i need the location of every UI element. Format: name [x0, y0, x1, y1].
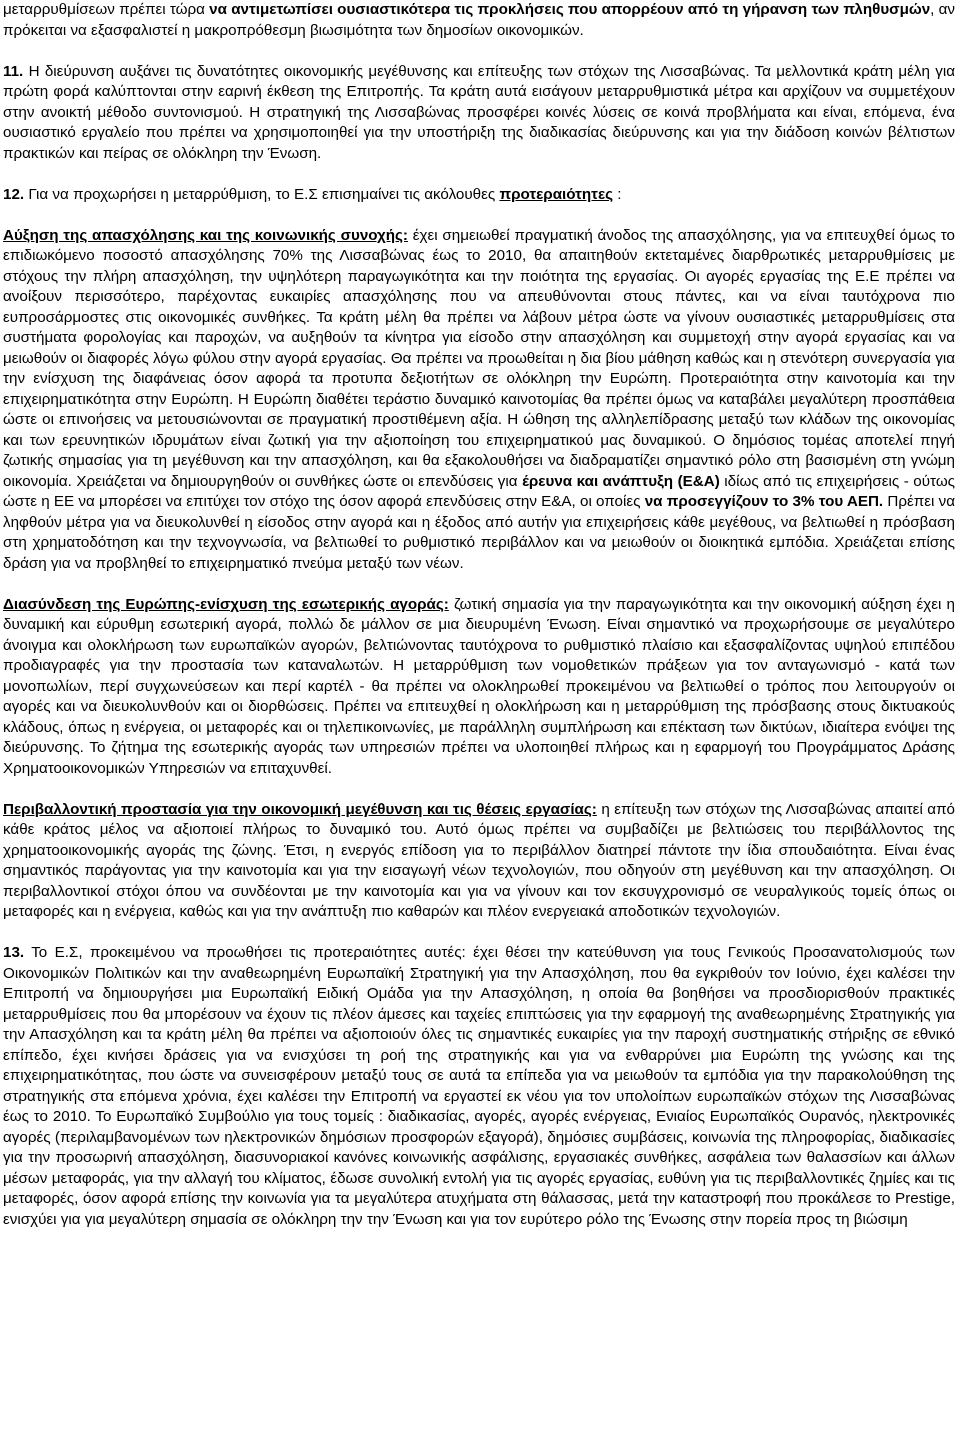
employment-text-1: έχει σημειωθεί πραγματική άνοδος της απασχόλησης, για να επιτευχθεί όμως το επιδιωκόμενο ποσοστό απασχόλησης 70% της Λισσαβώνας έως το 2010, θα απαιτηθούν εκτεταμένες διαρθρωτικές μεταρρυθμίσεις με στόχους την πλήρη απασχόληση, την υψηλότερη παραγωγικότητα και την ποιότητα της εργασίας. Οι αγορές εργασίας της Ε.Ε πρέπει να ανοίξουν περισσότερο, παρέχοντας ευκαιρίες απασχόλησης που να απευθύνονται στους πάντες, και να είναι ταυτόχρονα πιο ευπροσάρμοστες στις οικονομικές συνθήκες. Τα κράτη μέλη θα πρέπει να λάβουν μέτρα ώστε να γίνουν ουσιαστικές μεταρρυθμίσεις στα συστήματα φορολογίας και παροχών, να αυξηθούν τα κίνητρα για είσοδο στην απασχόληση και συμμετοχή στην αγορά εργασίας και να μειωθούν οι διαφορές λόγω φύλου στην αγορά εργασίας. Θα πρέπει να προωθείται η δια βίου μάθηση καθώς και η στενότερη συνεργασία για την ενίσχυση της διαφάνειας όσον αφορά τα προτυπα δεξιοτήτων σε ολόκληρη την Ευρώπη. Προτεραιότητα στην καινοτομία και την επιχειρηματικότητα στην Ευρώπη. Η Ευρώπη διαθέτει τεράστιο δυναμικό καινοτομίας θα πρέπει όμως να καταβάλει μεγαλύτερη προσπάθεια ώστε οι επινοήσεις να μετουσιώνονται σε πραγματική προστιθέμενη αξία. Η ώθηση της αλληλεπίδρασης μεταξύ των κλάδων της οικονομίας και των ερευνητικών ιδρυμάτων είναι ζωτική για την αξιοποίηση του επιχειρηματικού μας δυναμικού. Ο δημόσιος τομέας αποτελεί πηγή ζωτικής σημασίας για τη μεγέθυνση και την απασχόληση, και θα εξακολουθήσει να διαδραματίζει σημαντικό ρόλο στη βασισμένη στη γνώμη οικονομία. Χρειάζεται να δημιουργηθούν οι συνθήκες ώστε οι επενδύσεις για: [3, 226, 955, 490]
paragraph-13-number: 13.: [3, 944, 25, 961]
paragraph-13: [3, 943, 955, 1230]
interconnection-text: ζωτική σημασία για την παραγωγικότητα και την οικονομική αύξηση έχει η δυναμική και εύρυθμη εσωτερική αγορά, πολλώ δε μάλλον σε μια διευρυμένη Ένωση. Είναι σημαντικό να προχωρήσουμε σε μεγαλύτερο άνοιγμα και ολοκλήρωση των ευρωπαϊκών αγορών, βελτιώνοντας ταυτόχρονα το ρυθμιστικό πλαίσιο και εξασφαλίζοντας υψηλού επιπέδου προδιαγραφές για την προστασία των καταναλωτών. Η μεταρρύθμιση των νομοθετικών πράξεων για τον ανταγωνισμό - κατά των μονοπωλίων, περί συγχωνεύσεων και περί καρτέλ - θα πρέπει να ολοκληρωθεί προκειμένου να βελτιωθεί ο τρόπος που λειτουργούν οι αγορές και να διευκολυνθούν και οι διορθώσεις. Πρέπει να επιτευχθεί η ολοκλήρωση και η μεταρρύθμιση της πρόσβασης στους δικτυακούς κλάδους, όπως η ενέργεια, οι μεταφορές και οι τηλεπικοινωνίες, με παράλληλη συμπλήρωση και επέκταση των δικτύων, ιδιαίτερα ενόψει της διεύρυνσης. Το ζήτημα της εσωτερικής αγοράς των υπηρεσιών πρέπει να υλοποιηθεί πλήρως και η εφαρμογή του Προγράμματος Δράσης Χρηματοοικονομικών Υπηρεσιών να επιταχυνθεί.: [3, 595, 955, 777]
spacer: [3, 164, 955, 185]
intro-text-1: μεταρρυθμίσεων πρέπει τώρα: [3, 1, 210, 18]
intro-paragraph: [3, 0, 955, 41]
employment-bold-gdp: να προσεγγίζουν το 3% του ΑΕΠ.: [644, 493, 884, 510]
paragraph-12: [3, 185, 955, 206]
spacer: [3, 41, 955, 62]
intro-text-2: , αν πρόκειται να εξασφαλιστεί η μακροπρόθεσμη βιωσιμότητα των δημοσίων οικονομικών.: [3, 1, 955, 39]
interconnection-heading: Διασύνδεση της Ευρώπης-ενίσχυση της εσωτερικής αγοράς:: [3, 595, 449, 613]
intro-bold: να αντιμετωπίσει ουσιαστικότερα τις προκλήσεις που απορρέουν από τη γήρανση των πληθυσμών: [209, 1, 931, 18]
spacer: [3, 205, 955, 226]
spacer: [3, 779, 955, 800]
environment-paragraph: [3, 800, 955, 923]
priorities-colon: :: [613, 185, 622, 203]
environment-heading: Περιβαλλοντική προστασία για την οικονομική μεγέθυνση και τις θέσεις εργασίας:: [3, 800, 597, 818]
spacer: [3, 574, 955, 595]
employment-text-3: Πρέπει να ληφθούν μέτρα για να διευκολυνθεί η είσοδος στην αγορά και η έξοδος από αυτήν για επιχειρήσεις κάθε μεγέθους, να βελτιωθεί η πρόσβαση στη χρηματοδότηση και την τεχνογνωσία, να βελτιωθεί το ρυθμιστικό περιβάλλον και να μειωθούν οι διοικητικά εμπόδια. Χρειάζεται επίσης δράση για να προβληθεί το επιχειρηματικό πνεύμα μεταξύ των νέων.: [3, 493, 955, 572]
paragraph-12-text: Για να προχωρήσει η μεταρρύθμιση, το Ε.Σ επισημαίνει τις ακόλουθες: [24, 185, 500, 203]
paragraph-13-text: Το Ε.Σ, προκειμένου να προωθήσει τις προτεραιότητες αυτές: έχει θέσει την κατεύθυνση για τους Γενικούς Προσανατολισμούς των Οικονομικών Πολιτικών και την αναθεωρημένη Ευρωπαϊκή Στρατηγική για την Απασχόληση, που θα εγκριθούν τον Ιούνιο, έχει καλέσει την Επιτροπή να δημιουργήσει μια Ευρωπαϊκή Ειδική Ομάδα για την Απασχόληση, η οποία θα βοηθήσει να προσδιορισθούν πρακτικές μεταρρυθμίσεις που θα μπορέσουν να έχουν τις πλέον άμεσες και ταχείες επιπτώσεις για την εφαρμογή της αναθεωρημένης Στρατηγικής για την Απασχόληση και τα κράτη μέλη θα πρέπει να αξιοποιούν όλες τις σημαντικές ευκαιρίες για την παροχή συστηματικής στήριξης σε εθνικό επίπεδο, έχει κινήσει δράσεις για να ενισχύσει τη ροή της στρατηγικής και για να ενθαρρύνει μια Ευρώπη της γνώσης και της επιχειρηματικότητας, που ώστε να συνεισφέρουν μεταξύ τους σε αυτά τα επίπεδα για να μειωθούν τα εμπόδια για την παρακολούθηση της στρατηγικής στα επόμενα χρόνια, έχει καλέσει την Επιτροπή να εργαστεί εκ νέου για τον υπολοίπων ευρωπαϊκών στόχων της Λισσαβώνας έως το 2010. Το Ευρωπαϊκό Συμβούλιο για τους τομείς : διαδικασίας, αγορές, αγορές ενέργειας, Ενιαίος Ευρωπαϊκός Ουρανός, ηλεκτρονικές αγορές (περιλαμβανομένων των ηλεκτρονικών δημόσιων προσφορών εξαγορά), δημόσιες συμβάσεις, κοινωνία της πληροφορίας, διαδικασίες για την προσωρινή απασχόληση, διασυνοριακοί κανόνες κοινωνικής ασφάλισης, εργασιακές συνθήκες, ασφάλεια των θαλασσίων και άλλων μέσων μεταφοράς, για την αλλαγή του κλίματος, έδωσε συνολική εντολή για τις αγορές εργασίας, ευθύνη για τις περιβαλλοντικές ζημίες και τις μεταφορές, όσον αφορά επίσης την κοινωνία για τα μεγαλύτερα ατυχήματα στη θάλασσας, μετά την καταστροφή που προκάλεσε το Prestige, ενισχύει για για μεγαλύτερη σημασία σε ολόκληρη την την Ένωση και για τον ευρύτερο ρόλο της Ένωσης στην πορεία προς τη βιώσιμη: [3, 944, 955, 1228]
interconnection-paragraph: [3, 595, 955, 780]
employment-text-2: ιδίως από τις επιχειρήσεις - ούτως ώστε η ΕΕ να μπορέσει να επιτύχει τον στόχο της όσον αφορά επενδύσεις στην Ε&Α, οι οποίες: [3, 472, 955, 510]
environment-text: η επίτευξη των στόχων της Λισσαβώνας απαιτεί από κάθε κράτος μέλος να αξιοποιεί πλήρως το δυναμικό του. Αυτό όμως πρέπει να συμβαδίζει με βελτιώσεις του περιβάλλοντος της χρηματοοικονομικής αγοράς της ζώνης. Έτσι, η ενεργός επίδοση για το περιβάλλον διατηρεί πάντοτε την ίδια σπουδαιότητα. Είναι ένας σημαντικός παράγοντας για την καινοτομία και για την εισαγωγή νέων τεχνολογιών, που οδηγούν στη μεγέθυνση και την απασχόληση. Οι περιβαλλοντικοί στόχοι όπου να συνδέονται με την καινοτομία και για να γίνουν και τον εκσυγχρονισμό σε νευραλγικούς τομείς όπως οι μεταφορές και η ενέργεια, καθώς και για την ανάπτυξη πιο καθαρών και πλέον ενεργειακά αποδοτικών τεχνολογιών.: [3, 800, 955, 920]
priorities-label: προτεραιότητες: [499, 185, 614, 203]
employment-paragraph: [3, 226, 955, 575]
paragraph-12-number: 12.: [3, 185, 25, 203]
paragraph-11: [3, 62, 955, 165]
paragraph-11-number: 11.: [3, 62, 24, 80]
employment-bold-rd: έρευνα και ανάπτυξη (Ε&Α): [522, 472, 720, 490]
employment-heading: Αύξηση της απασχόλησης και της κοινωνικής συνοχής:: [3, 226, 408, 244]
spacer: [3, 923, 955, 944]
paragraph-11-text: Η διεύρυνση αυξάνει τις δυνατότητες οικονομικής μεγέθυνσης και επίτευξης των στόχων της Λισσαβώνας. Τα μελλοντικά κράτη μέλη για πρώτη φορά καλύπτονται στην εαρινή έκθεση της Επιτροπής. Τα κράτη αυτά εισάγουν μεταρρυθμιστικά μέτρα και αρχίζουν να συμμετέχουν στην ανοικτή μέθοδο συντονισμού. Η στρατηγική της Λισσαβώνας προσφέρει κοινές λύσεις σε κοινά προβλήματα και είναι, επόμενα, ένα ουσιαστικό εργαλείο που πρέπει να χρησιμοποιηθεί για την υποστήριξη της διαδικασίας διεύρυνσης και για την διάδοση κοινών βέλτιστων πρακτικών και πείρας σε ολόκληρη την Ένωση.: [3, 62, 955, 162]
